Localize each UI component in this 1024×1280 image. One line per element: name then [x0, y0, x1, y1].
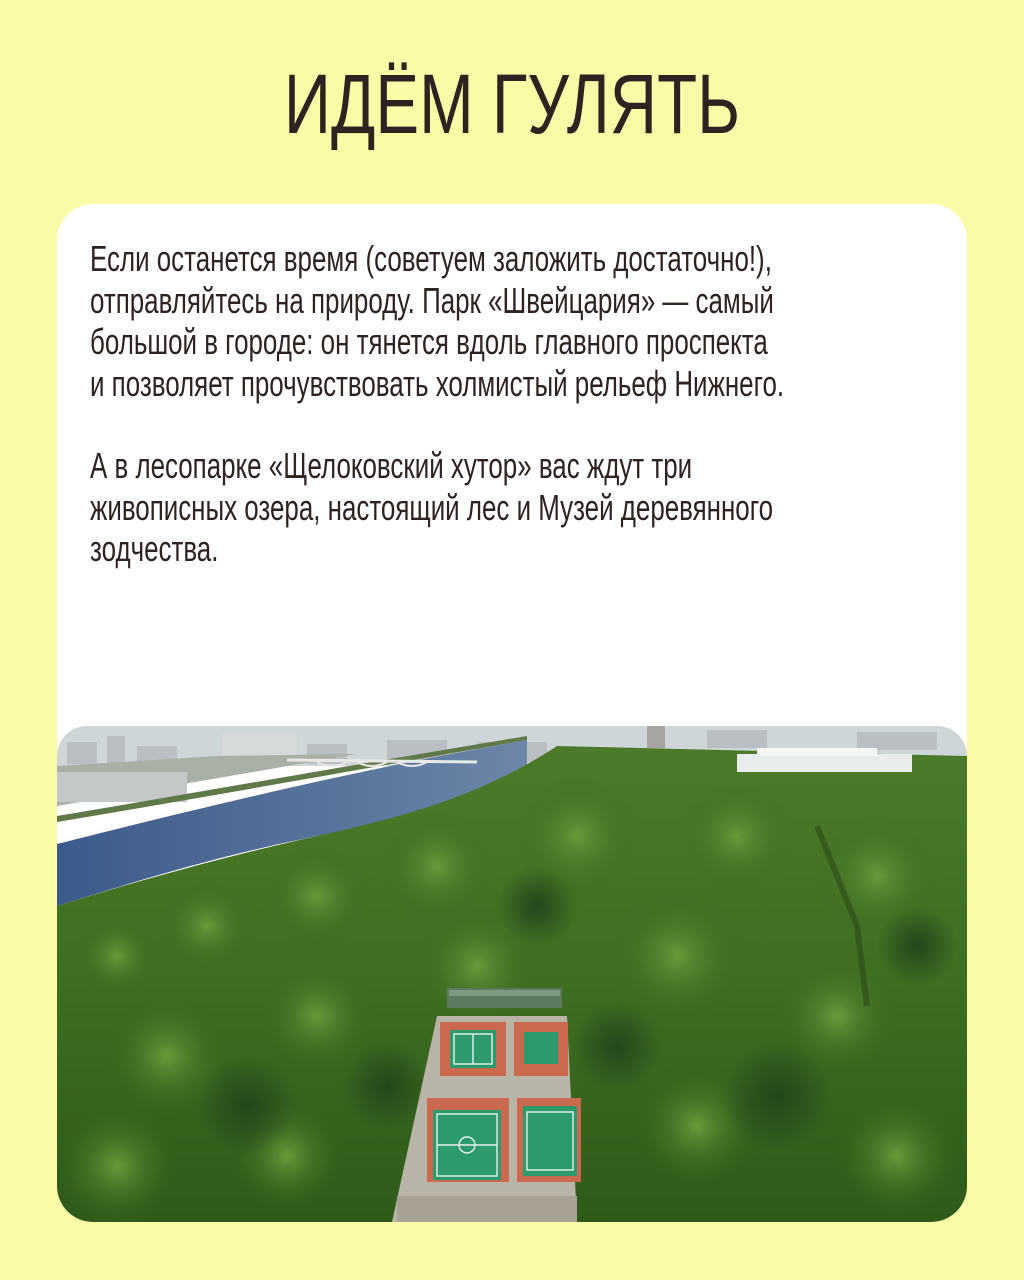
paragraph-switzerland-park: Если останется время (советуем заложить достаточно!), отправляйтесь на природу. Парк «Швейцария» — самый большой в городе: он тянется вдоль главного проспекта и позволяет прочувствовать холмистый рельеф Нижнего.: [90, 238, 785, 404]
page-title: ИДЁМ ГУЛЯТЬ: [283, 57, 741, 151]
park-aerial-photo: [57, 726, 967, 1222]
content-card: [57, 204, 967, 1222]
paragraph-shchelokovsky-khutor: А в лесопарке «Щелоковский хутор» вас ждут три живописных озера, настоящий лес и Музей деревянного зодчества.: [90, 445, 774, 569]
text-block: [90, 238, 889, 570]
